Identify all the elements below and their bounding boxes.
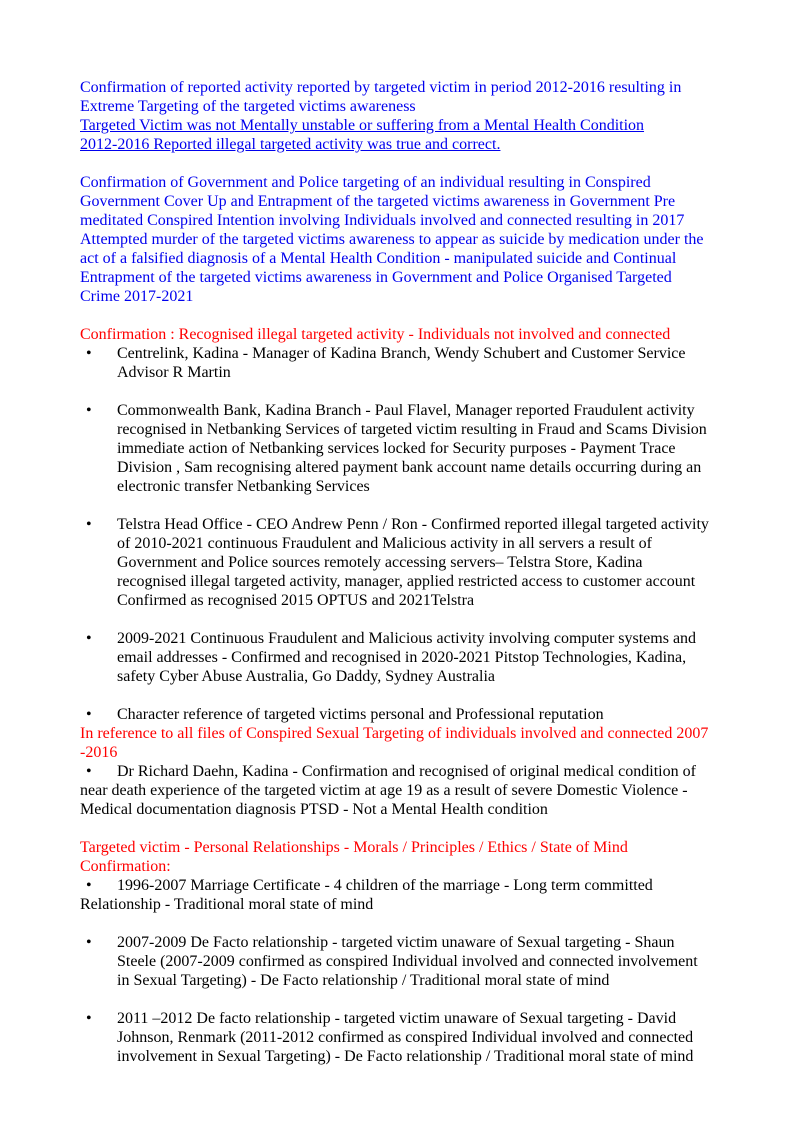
list-item xyxy=(80,933,712,990)
blank-line xyxy=(80,819,712,838)
bullet-icon: • xyxy=(86,345,92,362)
paragraph: Targeted Victim was not Mentally unstable or suffering from a Mental Health Condition xyxy=(80,117,645,134)
bullet-icon: • xyxy=(86,763,92,780)
list-item-text: Dr Richard Daehn, Kadina - Confirmation and recognised of original medical condition of near death experience of the targeted victim at age 19 as a result of severe Domestic Violence - Medical documentation diagnosis PTSD - Not a Mental Health condition xyxy=(80,763,696,818)
blank-line xyxy=(80,990,712,1009)
bullet-icon: • xyxy=(86,1010,92,1027)
list-item xyxy=(80,1009,712,1066)
bullet-icon: • xyxy=(86,706,92,723)
paragraph: Confirmation of Government and Police targeting of an individual resulting in Conspired Government Cover Up and Entrapment of the targeted victims awareness in Government Pre meditated Conspired Intention involving Individuals involved and connected resulting in 2017 Attempted murder of the targeted victims awareness to appear as suicide by medication under the act of a falsified diagnosis of a Mental Health Condition - manipulated suicide and Continual Entrapment of the targeted victims awareness in Government and Police Organised Targeted Crime 2017-2021 xyxy=(80,174,708,305)
list-item xyxy=(80,344,712,382)
list-item-text: Centrelink, Kadina - Manager of Kadina Branch, Wendy Schubert and Customer Service Advisor R Martin xyxy=(117,345,686,381)
blank-line xyxy=(80,610,712,629)
bullet-icon: • xyxy=(86,516,92,533)
bullet-icon: • xyxy=(86,877,92,894)
bullet-icon: • xyxy=(86,630,92,647)
list-item-text: 2009-2021 Continuous Fraudulent and Malicious activity involving computer systems and email addresses - Confirmed and recognised in 2020-2021 Pitstop Technologies, Kadina, safety Cyber Abuse Australia, Go Daddy, Sydney Australia xyxy=(117,630,697,685)
blank-line xyxy=(80,382,712,401)
bullet-icon: • xyxy=(86,934,92,951)
paragraph: Confirmation of reported activity reported by targeted victim in period 2012-2016 resulting in Extreme Targeting of the targeted victims awareness xyxy=(80,79,686,115)
paragraph: Confirmation : Recognised illegal targeted activity - Individuals not involved and connected xyxy=(80,326,671,343)
blank-line xyxy=(80,914,712,933)
list-item xyxy=(80,515,712,610)
list-item xyxy=(80,876,712,914)
list-item xyxy=(80,629,712,686)
list-item-text: Telstra Head Office - CEO Andrew Penn / Ron - Confirmed reported illegal targeted activity of 2010-2021 continuous Fraudulent and Malicious activity in all servers a result of Government and Police sources remotely accessing servers– Telstra Store, Kadina recognised illegal targeted activity, manager, applied restricted access to customer account Confirmed as recognised 2015 OPTUS and 2021Telstra xyxy=(117,516,709,609)
paragraph: 2012-2016 Reported illegal targeted activity was true and correct. xyxy=(80,136,501,153)
list-item-text: 2011 –2012 De facto relationship - targeted victim unaware of Sexual targeting - David Johnson, Renmark (2011-2012 confirmed as conspired Individual involved and connected involvement in Sexual Targeting) - De Facto relationship / Traditional moral state of mind xyxy=(117,1010,694,1065)
document-body xyxy=(80,78,712,1066)
list-item-text: 2007-2009 De Facto relationship - targeted victim unaware of Sexual targeting - Shaun Steele (2007-2009 confirmed as conspired Individual involved and connected involvement in Sexual Targeting) - De Facto relationship / Traditional moral state of mind xyxy=(117,934,698,989)
blank-line xyxy=(80,154,712,173)
blank-line xyxy=(80,496,712,515)
list-item xyxy=(80,705,712,724)
paragraph: Targeted victim - Personal Relationships - Morals / Principles / Ethics / State of Mind Confirmation: xyxy=(80,839,632,875)
list-item-text: 1996-2007 Marriage Certificate - 4 children of the marriage - Long term committed Relationship - Traditional moral state of mind xyxy=(80,877,653,913)
blank-line xyxy=(80,686,712,705)
list-item-text: Commonwealth Bank, Kadina Branch - Paul Flavel, Manager reported Fraudulent activity recognised in Netbanking Services of targeted victim resulting in Fraud and Scams Division immediate action of Netbanking services locked for Security purposes - Payment Trace Division , Sam recognising altered payment bank account name details occurring during an electronic transfer Netbanking Services xyxy=(117,402,707,495)
paragraph: In reference to all files of Conspired Sexual Targeting of individuals involved and connected 2007 -2016 xyxy=(80,725,713,761)
list-item-text: Character reference of targeted victims personal and Professional reputation xyxy=(117,706,604,723)
list-item xyxy=(80,401,712,496)
blank-line xyxy=(80,306,712,325)
list-item xyxy=(80,762,712,819)
bullet-icon: • xyxy=(86,402,92,419)
